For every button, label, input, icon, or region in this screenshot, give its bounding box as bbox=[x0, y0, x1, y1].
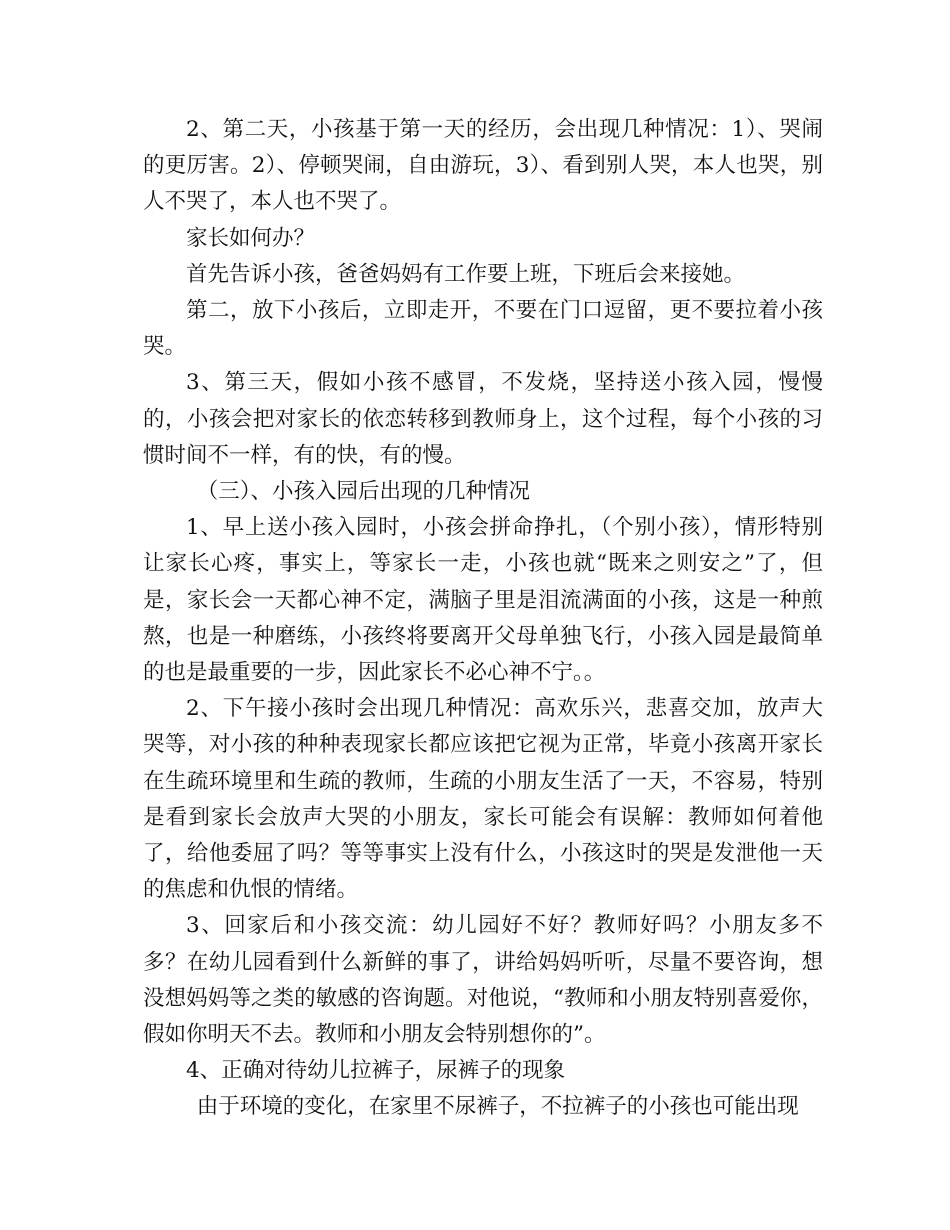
paragraph-parent-question: 家长如何办？ bbox=[186, 225, 316, 251]
paragraph-day-three: 3、第三天，假如小孩不感冒，不发烧，坚持送小孩入园，慢慢的，小孩会把对家长的依恋转移到教师身上，这个过程，每个小孩的习惯时间不一样，有的快，有的慢。 bbox=[143, 370, 823, 468]
paragraph-home-communication: 3、回家后和小孩交流：幼儿园好不好？教师好吗？小朋友多不多？在幼儿园看到什么新鲜的事了，讲给妈妈听听，尽量不要咨询，想没想妈妈等之类的敏感的咨询题。对他说，“教师和小朋友特别喜爱你，假如你明天不去。教师和小朋友会特别想你的”。 bbox=[143, 913, 823, 1048]
paragraph-accidents-heading: 4、正确对待幼儿拉裤子，尿裤子的现象 bbox=[186, 1058, 566, 1084]
paragraph-environment-change: 由于环境的变化，在家里不尿裤子，不拉裤子的小孩也可能出现 bbox=[196, 1094, 799, 1120]
document-body bbox=[143, 112, 823, 1126]
paragraph-afternoon-pickup: 2、下午接小孩时会出现几种情况：高欢乐兴，悲喜交加，放声大哭等，对小孩的种种表现家长都应该把它视为正常，毕竟小孩离开家长在生疏环境里和生疏的教师，生疏的小朋友生活了一天，不容易，特别是看到家长会放声大哭的小朋友，家长可能会有误解：教师如何着他了，给他委屈了吗？等等事实上没有什么，小孩这时的哭是发泄他一天的焦虑和仇恨的情绪。 bbox=[143, 696, 823, 903]
paragraph-morning-dropoff: 1、早上送小孩入园时，小孩会拼命挣扎，（个别小孩），情形特别让家长心疼，事实上，等家长一走，小孩也就“既来之则安之”了，但是，家长会一天都心神不定，满脑子里是泪流满面的小孩，这是一种煎熬，也是一种磨练，小孩终将要离开父母单独飞行，小孩入园是最简单的也是最重要的一步，因此家长不必心神不宁。。 bbox=[143, 515, 823, 686]
paragraph-leave-quickly: 第二，放下小孩后，立即走开，不要在门口逗留，更不要拉着小孩哭。 bbox=[143, 298, 823, 360]
paragraph-tell-child: 首先告诉小孩，爸爸妈妈有工作要上班，下班后会来接她。 bbox=[186, 261, 746, 287]
paragraph-day-two: 2、第二天，小孩基于第一天的经历，会出现几种情况：1）、哭闹的更厉害。2）、停顿哭闹，自由游玩，3）、看到别人哭，本人也哭，别人不哭了，本人也不哭了。 bbox=[143, 117, 823, 215]
section-heading-situations: （三）、小孩入园后出现的几种情况 bbox=[196, 479, 531, 505]
